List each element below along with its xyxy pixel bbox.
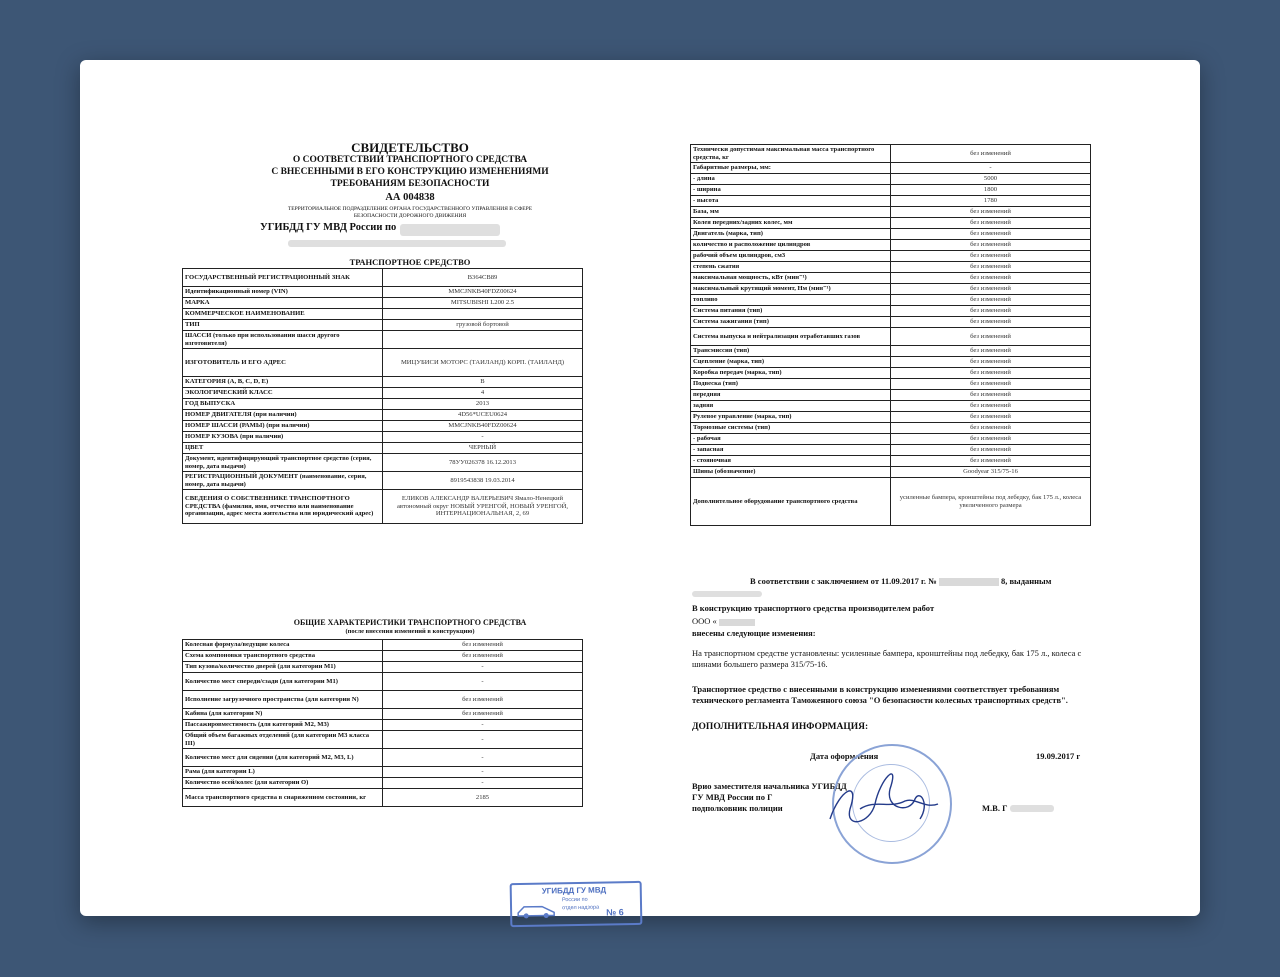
table-row — [183, 454, 583, 472]
table-row — [183, 388, 583, 399]
field-label: ШАССИ (только при использовании шасси другого изготовителя) — [183, 331, 383, 349]
field-value: без изменений — [891, 262, 1091, 273]
field-value: - — [383, 662, 583, 673]
signer-line-1: Врио заместителя начальника УГИБДД — [692, 781, 847, 791]
table-row — [183, 662, 583, 673]
table-row — [691, 412, 1091, 423]
table-row — [691, 401, 1091, 412]
table-row — [691, 145, 1091, 163]
redaction — [692, 591, 762, 597]
car-icon — [516, 898, 556, 919]
field-value: без изменений — [891, 251, 1091, 262]
field-value: - — [383, 778, 583, 789]
table-row — [183, 472, 583, 490]
general-header: ОБЩИЕ ХАРАКТЕРИСТИКИ ТРАНСПОРТНОГО СРЕДСТВА — [293, 618, 527, 627]
field-label: Коробка передач (марка, тип) — [691, 368, 891, 379]
table-row — [691, 467, 1091, 478]
field-label: количество и расположение цилиндров — [691, 240, 891, 251]
changes-line: внесены следующие изменения: — [692, 628, 816, 638]
signature-icon — [820, 749, 950, 844]
redaction — [288, 240, 506, 247]
doc-subtitle-3: ТРЕБОВАНИЯМ БЕЗОПАСНОСТИ — [330, 179, 490, 189]
field-value: В — [383, 377, 583, 388]
field-value: без изменений — [891, 273, 1091, 284]
field-label: Тормозные системы (тип) — [691, 423, 891, 434]
doc-subtitle-2: С ВНЕСЕННЫМИ В ЕГО КОНСТРУКЦИЮ ИЗМЕНЕНИЯМИ — [271, 167, 549, 177]
field-label: ИЗГОТОВИТЕЛЬ И ЕГО АДРЕС — [183, 349, 383, 377]
field-value: без изменений — [891, 207, 1091, 218]
field-value: 5000 — [891, 174, 1091, 185]
field-value — [383, 309, 583, 320]
field-value: без изменений — [891, 357, 1091, 368]
table-row — [691, 207, 1091, 218]
field-label: ТИП — [183, 320, 383, 331]
field-value: Goodyear 315/75-16 — [891, 467, 1091, 478]
vehicle-header: ТРАНСПОРТНОЕ СРЕДСТВО — [349, 257, 471, 267]
table-row — [691, 434, 1091, 445]
field-value: без изменений — [891, 218, 1091, 229]
table-row — [691, 317, 1091, 328]
general-subheader: (после внесения изменений в конструкцию) — [345, 628, 475, 635]
field-label: РЕГИСТРАЦИОННЫЙ ДОКУМЕНТ (наименование, серия, номер, дата выдачи) — [183, 472, 383, 490]
field-value: без изменений — [891, 306, 1091, 317]
table-row — [691, 251, 1091, 262]
field-value: 8919543838 19.03.2014 — [383, 472, 583, 490]
table-row — [183, 331, 583, 349]
field-value: без изменений — [891, 445, 1091, 456]
installed-text: На транспортном средстве установлены: усиленные бампера, кронштейны под лебедку, бак 175 л., колеса с шинами большего размера 315/75-16. — [692, 648, 1082, 669]
vehicle-table — [182, 268, 583, 524]
field-value: MITSUBISHI L200 2.5 — [383, 298, 583, 309]
date-value: 19.09.2017 г — [1036, 751, 1081, 761]
right-page — [690, 144, 1110, 844]
table-row — [691, 328, 1091, 346]
field-label: Количество мест спереди/сзади (для категории М1) — [183, 673, 383, 691]
field-value: 2013 — [383, 399, 583, 410]
stamp-line-3: отдел надзора — [562, 904, 600, 912]
table-row — [691, 379, 1091, 390]
field-value: без изменений — [891, 346, 1091, 357]
table-row — [183, 349, 583, 377]
field-label: передняя — [691, 390, 891, 401]
table-row — [183, 320, 583, 331]
field-value: МИЦУБИСИ МОТОРС (ТАИЛАНД) КОРП. (ТАИЛАНД) — [383, 349, 583, 377]
field-label: Количество мест для сидения (для категорий М2, М3, L) — [183, 749, 383, 767]
table-row — [183, 749, 583, 767]
field-value: 1800 — [891, 185, 1091, 196]
field-value: без изменений — [891, 379, 1091, 390]
table-row — [183, 651, 583, 662]
field-label: ГОСУДАРСТВЕННЫЙ РЕГИСТРАЦИОННЫЙ ЗНАК — [183, 269, 383, 287]
field-label: топливо — [691, 295, 891, 306]
field-label: - ширина — [691, 185, 891, 196]
table-row — [183, 731, 583, 749]
table-row — [691, 368, 1091, 379]
field-value: 78УУ026378 16.12.2013 — [383, 454, 583, 472]
field-label: Технически допустимая максимальная масса транспортного средства, кг — [691, 145, 891, 163]
stamp-line-4: № 6 — [606, 907, 624, 918]
field-value: ЕЛИКОВ АЛЕКСАНДР ВАЛЕРЬЕВИЧ Ямало-Ненецкий автономный округ НОВЫЙ УРЕНГОЙ, НОВЫЙ УРЕНГОЙ, ИНТЕРНАЦИОНАЛЬНАЯ, 2, 69 — [383, 490, 583, 524]
field-label: Подвеска (тип) — [691, 379, 891, 390]
field-label: СВЕДЕНИЯ О СОБСТВЕННИКЕ ТРАНСПОРТНОГО СРЕДСТВА (фамилия, имя, отчество или наименование организации, адрес места жительства или юридический адрес) — [183, 490, 383, 524]
table-row — [691, 390, 1091, 401]
field-value: 4D56*UCEU0624 — [383, 410, 583, 421]
table-row — [183, 432, 583, 443]
field-value: - — [383, 749, 583, 767]
field-value: без изменений — [891, 368, 1091, 379]
field-label: База, мм — [691, 207, 891, 218]
field-label: задняя — [691, 401, 891, 412]
table-row — [691, 478, 1091, 526]
department-line-2: БЕЗОПАСНОСТИ ДОРОЖНОГО ДВИЖЕНИЯ — [353, 213, 467, 219]
field-label: Тип кузова/количество дверей (для категории М1) — [183, 662, 383, 673]
table-row — [691, 284, 1091, 295]
field-value: - — [891, 163, 1091, 174]
table-row — [691, 163, 1091, 174]
table-row — [183, 720, 583, 731]
table-row — [691, 445, 1091, 456]
field-label: МАРКА — [183, 298, 383, 309]
general-table — [182, 639, 583, 807]
field-label: максимальный крутящий момент, Нм (мин⁻¹) — [691, 284, 891, 295]
left-page — [170, 118, 650, 918]
office-stamp — [510, 881, 643, 927]
table-row — [691, 295, 1091, 306]
table-row — [691, 185, 1091, 196]
field-label: КОММЕРЧЕСКОЕ НАИМЕНОВАНИЕ — [183, 309, 383, 320]
field-label: Система зажигания (тип) — [691, 317, 891, 328]
table-row — [691, 273, 1091, 284]
field-value: без изменений — [891, 295, 1091, 306]
field-label: - рабочая — [691, 434, 891, 445]
field-label: Колесная формула/ведущие колеса — [183, 640, 383, 651]
field-value: без изменений — [891, 229, 1091, 240]
field-value: 2185 — [383, 789, 583, 807]
field-label: НОМЕР КУЗОВА (при наличии) — [183, 432, 383, 443]
stamp-line-1: УГИБДД ГУ МВД — [541, 885, 607, 896]
field-label: степень сжатия — [691, 262, 891, 273]
field-label: Дополнительное оборудование транспортного средства — [691, 478, 891, 526]
field-value: - — [383, 673, 583, 691]
field-label: НОМЕР ШАССИ (РАМЫ) (при наличии) — [183, 421, 383, 432]
field-label: - высота — [691, 196, 891, 207]
field-label: Система питания (тип) — [691, 306, 891, 317]
table-row — [183, 443, 583, 454]
table-row — [183, 421, 583, 432]
field-label: Кабина (для категории N) — [183, 709, 383, 720]
table-row — [691, 240, 1091, 251]
field-label: Общий объем багажных отделений (для категории М3 класса III) — [183, 731, 383, 749]
field-label: Рама (для категории L) — [183, 767, 383, 778]
field-label: ЦВЕТ — [183, 443, 383, 454]
table-row — [183, 640, 583, 651]
field-label: НОМЕР ДВИГАТЕЛЯ (при наличии) — [183, 410, 383, 421]
field-value: - — [383, 432, 583, 443]
signer-line-2: ГУ МВД России по Г — [692, 792, 773, 802]
date-label: Дата оформления — [810, 751, 879, 761]
table-row — [691, 306, 1091, 317]
field-label: Масса транспортного средства в снаряженном состоянии, кг — [183, 789, 383, 807]
field-label: - длина — [691, 174, 891, 185]
table-row — [183, 490, 583, 524]
table-row — [183, 309, 583, 320]
field-label: Трансмиссия (тип) — [691, 346, 891, 357]
table-row — [691, 262, 1091, 273]
table-row — [691, 456, 1091, 467]
table-row — [183, 673, 583, 691]
compliance-text: Транспортное средство с внесенными в конструкцию изменениями соответствует требованиям технического регламента Таможенного союза "О безопасности колесных транспортных средств". — [692, 684, 1068, 705]
table-row — [183, 778, 583, 789]
field-value: без изменений — [383, 709, 583, 720]
company — [692, 616, 755, 627]
field-value: MMCJNKB40FDZ00624 — [383, 287, 583, 298]
field-value: без изменений — [891, 423, 1091, 434]
field-value: без изменений — [891, 317, 1091, 328]
field-value: без изменений — [891, 328, 1091, 346]
table-row — [691, 174, 1091, 185]
conclusion-text: В соответствии с заключением от 11.09.2017 г. № — [750, 576, 937, 586]
table-row — [691, 346, 1091, 357]
technical-table — [690, 144, 1091, 526]
field-label: Сцепление (марка, тип) — [691, 357, 891, 368]
doc-title: СВИДЕТЕЛЬСТВО — [351, 140, 469, 155]
additional-info: ДОПОЛНИТЕЛЬНАЯ ИНФОРМАЦИЯ: — [692, 722, 869, 732]
field-value: без изменений — [891, 390, 1091, 401]
field-value: усиленные бампера, кронштейны под лебедку, бак 175 л., колеса увеличенного размера — [891, 478, 1091, 526]
table-row — [691, 229, 1091, 240]
field-label: Исполнение загрузочного пространства (для категории N) — [183, 691, 383, 709]
work-line: В конструкцию транспортного средства производителем работ — [692, 603, 935, 613]
field-value: без изменений — [891, 401, 1091, 412]
field-label: Схема компоновки транспортного средства — [183, 651, 383, 662]
field-label: КАТЕГОРИЯ (А, В, С, D, Е) — [183, 377, 383, 388]
field-label: Документ, идентифицирующий транспортное средство (серия, номер, дата выдачи) — [183, 454, 383, 472]
field-value: - — [383, 720, 583, 731]
company-name: ООО « — [692, 616, 717, 626]
field-label: Количество осей/колес (для категории О) — [183, 778, 383, 789]
field-value: 4 — [383, 388, 583, 399]
field-label: Колея передних/задних колес, мм — [691, 218, 891, 229]
field-value: без изменений — [891, 145, 1091, 163]
table-row — [183, 410, 583, 421]
table-row — [183, 709, 583, 720]
field-value: 1780 — [891, 196, 1091, 207]
table-row — [183, 298, 583, 309]
field-value: без изменений — [383, 651, 583, 662]
field-value: без изменений — [891, 434, 1091, 445]
field-label: ГОД ВЫПУСКА — [183, 399, 383, 410]
conclusion-line — [750, 576, 1110, 587]
field-value: без изменений — [891, 240, 1091, 251]
field-value: - — [383, 767, 583, 778]
table-row — [183, 377, 583, 388]
field-label: - стояночная — [691, 456, 891, 467]
redaction — [400, 224, 500, 236]
table-row — [691, 357, 1091, 368]
field-value: без изменений — [383, 691, 583, 709]
field-label: рабочий объем цилиндров, см3 — [691, 251, 891, 262]
table-row — [183, 399, 583, 410]
table-row — [691, 196, 1091, 207]
signer-name: М.В. Г — [982, 803, 1008, 813]
field-label: ЭКОЛОГИЧЕСКИЙ КЛАСС — [183, 388, 383, 399]
field-value: грузовой бортовой — [383, 320, 583, 331]
doc-subtitle-1: О СООТВЕТСТВИИ ТРАНСПОРТНОГО СРЕДСТВА — [292, 155, 528, 165]
field-value: MMCJNKB40FDZ00624 — [383, 421, 583, 432]
field-value: ЧЕРНЫЙ — [383, 443, 583, 454]
field-value: без изменений — [383, 640, 583, 651]
signer-line-3: подполковник полиции — [692, 803, 783, 813]
table-row — [183, 767, 583, 778]
redaction — [1010, 805, 1054, 812]
field-label: Рулевое управление (марка, тип) — [691, 412, 891, 423]
redaction — [939, 578, 999, 586]
stamp-line-2: России по — [561, 896, 588, 904]
field-label: Двигатель (марка, тип) — [691, 229, 891, 240]
field-label: Шины (обозначение) — [691, 467, 891, 478]
department-line-1: ТЕРРИТОРИАЛЬНОЕ ПОДРАЗДЕЛЕНИЕ ОРГАНА ГОСУДАРСТВЕННОГО УПРАВЛЕНИЯ В СФЕРЕ — [287, 206, 533, 212]
table-row — [183, 789, 583, 807]
field-label: Система выпуска и нейтрализации отработавших газов — [691, 328, 891, 346]
field-value — [383, 331, 583, 349]
table-row — [183, 269, 583, 287]
conclusion-tail: 8, выданным — [1000, 576, 1052, 586]
field-label: максимальная мощность, кВт (мин⁻¹) — [691, 273, 891, 284]
field-value: без изменений — [891, 284, 1091, 295]
field-value: - — [383, 731, 583, 749]
doc-number: АА 004838 — [385, 192, 435, 203]
field-label: Идентификационный номер (VIN) — [183, 287, 383, 298]
redaction — [719, 619, 755, 626]
table-row — [691, 423, 1091, 434]
field-label: - запасная — [691, 445, 891, 456]
field-value: без изменений — [891, 412, 1091, 423]
field-value: без изменений — [891, 456, 1091, 467]
field-label: Габаритные размеры, мм: — [691, 163, 891, 174]
table-row — [691, 218, 1091, 229]
field-label: Пассажировместимость (для категорий М2, М3) — [183, 720, 383, 731]
authority: УГИБДД ГУ МВД России по — [260, 222, 397, 233]
table-row — [183, 287, 583, 298]
table-row — [183, 691, 583, 709]
document-card — [80, 60, 1200, 916]
field-value: В364СВ89 — [383, 269, 583, 287]
